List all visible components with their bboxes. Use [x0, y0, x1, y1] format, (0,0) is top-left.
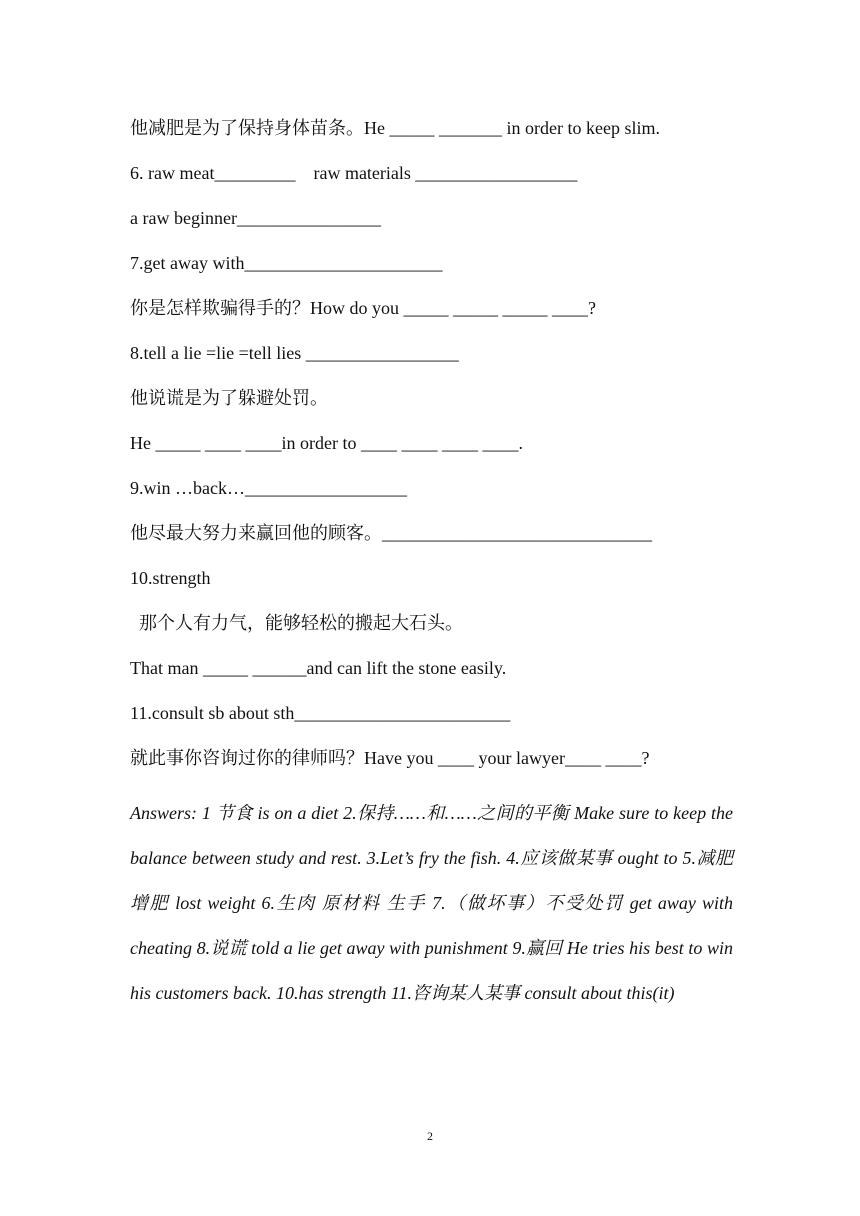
answers-paragraph: Answers: 1 节食 is on a diet 2.保持……和……之间的平衡 Make sure to keep the balance between study and rest. 3.Let’s fry the fish. 4.应该做某事 ought to 5.减肥 增肥 lost weight 6.生肉 原材料 生手 7.（做坏事）不受处罚 get away with cheating 8.说谎 told a lie get away with punishment 9.赢回 He tries his best to win his customers back. 10.has strength 11.咨询某人某事 consult about this(it): [130, 803, 733, 1003]
text-line: 他尽最大努力来赢回他的顾客。______________________________: [130, 523, 652, 543]
text-line: 7.get away with______________________: [130, 253, 443, 273]
text-line: 9.win …back…__________________: [130, 478, 407, 498]
page-number: 2: [427, 1129, 433, 1143]
text-line: 他说谎是为了躲避处罚。: [130, 388, 328, 408]
text-line: 你是怎样欺骗得手的？How do you _____ _____ _____ ____?: [130, 298, 596, 318]
text-line: 那个人有力气，能够轻松的搬起大石头。: [130, 613, 463, 633]
text-line: 10.strength: [130, 568, 211, 588]
text-line: He _____ ____ ____in order to ____ ____ ____ ____.: [130, 433, 523, 453]
text-line: a raw beginner________________: [130, 208, 381, 228]
text-line: 11.consult sb about sth________________________: [130, 703, 511, 723]
text-line: 他减肥是为了保持身体苗条。He _____ _______ in order to keep slim.: [130, 118, 660, 138]
text-line: 就此事你咨询过你的律师吗？Have you ____ your lawyer____ ____?: [130, 748, 650, 768]
text-line: That man _____ ______and can lift the stone easily.: [130, 658, 507, 678]
text-line: 8.tell a lie =lie =tell lies _________________: [130, 343, 459, 363]
text-line: 6. raw meat_________ raw materials __________________: [130, 163, 578, 183]
